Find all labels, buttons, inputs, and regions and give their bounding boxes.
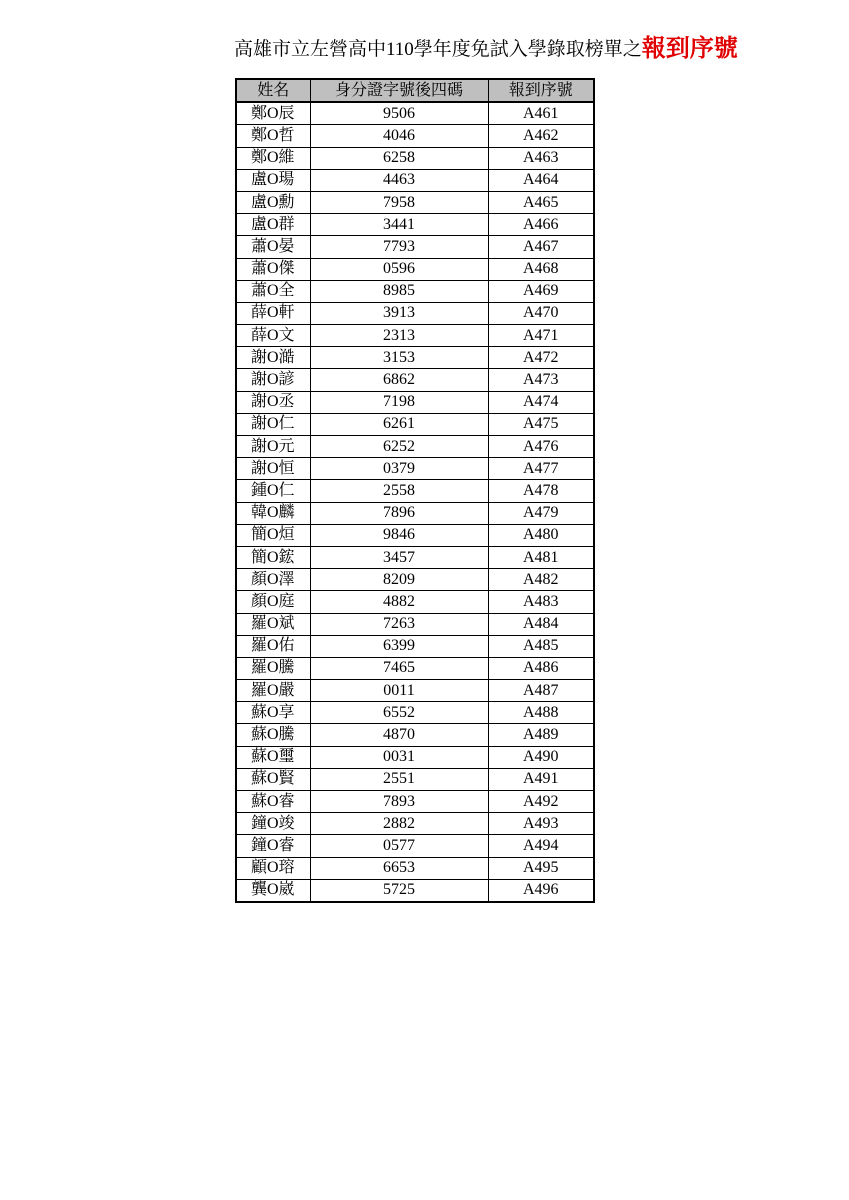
table-row bbox=[236, 746, 594, 768]
cell-id-last4: 6261 bbox=[310, 413, 488, 435]
cell-id-last4: 6552 bbox=[310, 702, 488, 724]
cell-name: 羅O斌 bbox=[236, 613, 310, 635]
cell-id-last4: 2551 bbox=[310, 768, 488, 790]
cell-name: 蘇O睿 bbox=[236, 791, 310, 813]
table-row bbox=[236, 768, 594, 790]
cell-id-last4: 2558 bbox=[310, 480, 488, 502]
cell-name: 謝O仁 bbox=[236, 413, 310, 435]
cell-id-last4: 6653 bbox=[310, 857, 488, 879]
column-header-check-in-number: 報到序號 bbox=[488, 79, 594, 102]
table-row bbox=[236, 347, 594, 369]
table-row bbox=[236, 325, 594, 347]
cell-name: 顧O瑢 bbox=[236, 857, 310, 879]
cell-id-last4: 7198 bbox=[310, 391, 488, 413]
cell-check-in-number: A461 bbox=[488, 102, 594, 125]
table-row bbox=[236, 613, 594, 635]
cell-check-in-number: A471 bbox=[488, 325, 594, 347]
cell-check-in-number: A470 bbox=[488, 302, 594, 324]
table-row bbox=[236, 480, 594, 502]
cell-id-last4: 7793 bbox=[310, 236, 488, 258]
cell-name: 謝O諺 bbox=[236, 369, 310, 391]
cell-id-last4: 7958 bbox=[310, 191, 488, 213]
cell-check-in-number: A494 bbox=[488, 835, 594, 857]
column-header-id-last4: 身分證字號後四碼 bbox=[310, 79, 488, 102]
cell-name: 盧O瑒 bbox=[236, 169, 310, 191]
cell-id-last4: 6252 bbox=[310, 436, 488, 458]
cell-check-in-number: A493 bbox=[488, 813, 594, 835]
cell-name: 顏O澤 bbox=[236, 569, 310, 591]
cell-name: 蕭O晏 bbox=[236, 236, 310, 258]
cell-check-in-number: A486 bbox=[488, 657, 594, 679]
cell-check-in-number: A484 bbox=[488, 613, 594, 635]
cell-id-last4: 0379 bbox=[310, 458, 488, 480]
cell-id-last4: 7465 bbox=[310, 657, 488, 679]
table-row bbox=[236, 258, 594, 280]
cell-name: 鄭O哲 bbox=[236, 125, 310, 147]
table-row bbox=[236, 391, 594, 413]
cell-check-in-number: A469 bbox=[488, 280, 594, 302]
table-row bbox=[236, 413, 594, 435]
table-row bbox=[236, 169, 594, 191]
title-prefix: 高雄市立左營高中110學年度免試入學錄取榜單之 bbox=[234, 39, 642, 60]
table-row bbox=[236, 302, 594, 324]
table-row bbox=[236, 502, 594, 524]
table-row bbox=[236, 813, 594, 835]
table-row bbox=[236, 591, 594, 613]
table-row bbox=[236, 191, 594, 213]
title-highlight: 報到序號 bbox=[641, 36, 738, 62]
table-header-row bbox=[236, 79, 594, 102]
cell-check-in-number: A462 bbox=[488, 125, 594, 147]
admission-table bbox=[235, 78, 595, 903]
cell-id-last4: 4882 bbox=[310, 591, 488, 613]
cell-id-last4: 6258 bbox=[310, 147, 488, 169]
column-header-name: 姓名 bbox=[236, 79, 310, 102]
cell-name: 羅O嚴 bbox=[236, 680, 310, 702]
cell-id-last4: 3153 bbox=[310, 347, 488, 369]
table-row bbox=[236, 236, 594, 258]
cell-id-last4: 5725 bbox=[310, 879, 488, 902]
cell-name: 謝O元 bbox=[236, 436, 310, 458]
cell-name: 薛O文 bbox=[236, 325, 310, 347]
cell-id-last4: 7263 bbox=[310, 613, 488, 635]
table-row bbox=[236, 791, 594, 813]
cell-check-in-number: A487 bbox=[488, 680, 594, 702]
cell-id-last4: 4463 bbox=[310, 169, 488, 191]
cell-name: 鄭O辰 bbox=[236, 102, 310, 125]
cell-check-in-number: A488 bbox=[488, 702, 594, 724]
cell-name: 簡O烜 bbox=[236, 524, 310, 546]
cell-id-last4: 9506 bbox=[310, 102, 488, 125]
cell-name: 蘇O璽 bbox=[236, 746, 310, 768]
cell-id-last4: 3457 bbox=[310, 546, 488, 568]
table-row bbox=[236, 147, 594, 169]
table-row bbox=[236, 436, 594, 458]
table-row bbox=[236, 702, 594, 724]
cell-id-last4: 2313 bbox=[310, 325, 488, 347]
table-row bbox=[236, 569, 594, 591]
cell-name: 謝O澔 bbox=[236, 347, 310, 369]
table-row bbox=[236, 280, 594, 302]
cell-name: 蕭O全 bbox=[236, 280, 310, 302]
cell-id-last4: 4046 bbox=[310, 125, 488, 147]
cell-check-in-number: A492 bbox=[488, 791, 594, 813]
table-row bbox=[236, 835, 594, 857]
cell-id-last4: 7893 bbox=[310, 791, 488, 813]
cell-name: 鐘O竣 bbox=[236, 813, 310, 835]
cell-check-in-number: A476 bbox=[488, 436, 594, 458]
cell-id-last4: 3441 bbox=[310, 214, 488, 236]
cell-check-in-number: A480 bbox=[488, 524, 594, 546]
cell-check-in-number: A463 bbox=[488, 147, 594, 169]
cell-id-last4: 8209 bbox=[310, 569, 488, 591]
cell-check-in-number: A479 bbox=[488, 502, 594, 524]
cell-id-last4: 3913 bbox=[310, 302, 488, 324]
cell-check-in-number: A491 bbox=[488, 768, 594, 790]
cell-id-last4: 8985 bbox=[310, 280, 488, 302]
cell-check-in-number: A475 bbox=[488, 413, 594, 435]
table-row bbox=[236, 214, 594, 236]
cell-id-last4: 0577 bbox=[310, 835, 488, 857]
cell-name: 簡O鋐 bbox=[236, 546, 310, 568]
cell-check-in-number: A490 bbox=[488, 746, 594, 768]
cell-check-in-number: A472 bbox=[488, 347, 594, 369]
cell-check-in-number: A483 bbox=[488, 591, 594, 613]
cell-check-in-number: A478 bbox=[488, 480, 594, 502]
cell-name: 盧O勳 bbox=[236, 191, 310, 213]
cell-id-last4: 0596 bbox=[310, 258, 488, 280]
table-row bbox=[236, 369, 594, 391]
cell-id-last4: 2882 bbox=[310, 813, 488, 835]
table-row bbox=[236, 857, 594, 879]
cell-name: 蘇O賢 bbox=[236, 768, 310, 790]
cell-check-in-number: A481 bbox=[488, 546, 594, 568]
cell-check-in-number: A489 bbox=[488, 724, 594, 746]
cell-check-in-number: A482 bbox=[488, 569, 594, 591]
cell-check-in-number: A477 bbox=[488, 458, 594, 480]
cell-id-last4: 6862 bbox=[310, 369, 488, 391]
cell-name: 韓O麟 bbox=[236, 502, 310, 524]
cell-check-in-number: A485 bbox=[488, 635, 594, 657]
cell-check-in-number: A465 bbox=[488, 191, 594, 213]
cell-name: 鍾O仁 bbox=[236, 480, 310, 502]
table-row bbox=[236, 458, 594, 480]
cell-id-last4: 6399 bbox=[310, 635, 488, 657]
table-row bbox=[236, 879, 594, 902]
cell-name: 鐘O睿 bbox=[236, 835, 310, 857]
cell-check-in-number: A466 bbox=[488, 214, 594, 236]
cell-name: 蘇O騰 bbox=[236, 724, 310, 746]
cell-name: 顏O庭 bbox=[236, 591, 310, 613]
cell-check-in-number: A474 bbox=[488, 391, 594, 413]
cell-check-in-number: A473 bbox=[488, 369, 594, 391]
cell-name: 蕭O傑 bbox=[236, 258, 310, 280]
cell-name: 謝O丞 bbox=[236, 391, 310, 413]
cell-check-in-number: A464 bbox=[488, 169, 594, 191]
cell-check-in-number: A468 bbox=[488, 258, 594, 280]
cell-check-in-number: A495 bbox=[488, 857, 594, 879]
cell-name: 羅O佑 bbox=[236, 635, 310, 657]
cell-name: 蘇O享 bbox=[236, 702, 310, 724]
page-title bbox=[234, 36, 754, 66]
cell-id-last4: 0031 bbox=[310, 746, 488, 768]
cell-check-in-number: A496 bbox=[488, 879, 594, 902]
cell-id-last4: 7896 bbox=[310, 502, 488, 524]
table-row bbox=[236, 680, 594, 702]
table-row bbox=[236, 546, 594, 568]
table-row bbox=[236, 657, 594, 679]
cell-name: 鄭O維 bbox=[236, 147, 310, 169]
cell-id-last4: 4870 bbox=[310, 724, 488, 746]
cell-name: 薛O軒 bbox=[236, 302, 310, 324]
cell-id-last4: 0011 bbox=[310, 680, 488, 702]
cell-name: 謝O恒 bbox=[236, 458, 310, 480]
table-row bbox=[236, 524, 594, 546]
cell-id-last4: 9846 bbox=[310, 524, 488, 546]
table-row bbox=[236, 724, 594, 746]
table-body bbox=[236, 102, 594, 902]
cell-name: 龔O崴 bbox=[236, 879, 310, 902]
cell-check-in-number: A467 bbox=[488, 236, 594, 258]
table-row bbox=[236, 102, 594, 125]
cell-name: 盧O群 bbox=[236, 214, 310, 236]
table-row bbox=[236, 635, 594, 657]
table-row bbox=[236, 125, 594, 147]
cell-name: 羅O騰 bbox=[236, 657, 310, 679]
